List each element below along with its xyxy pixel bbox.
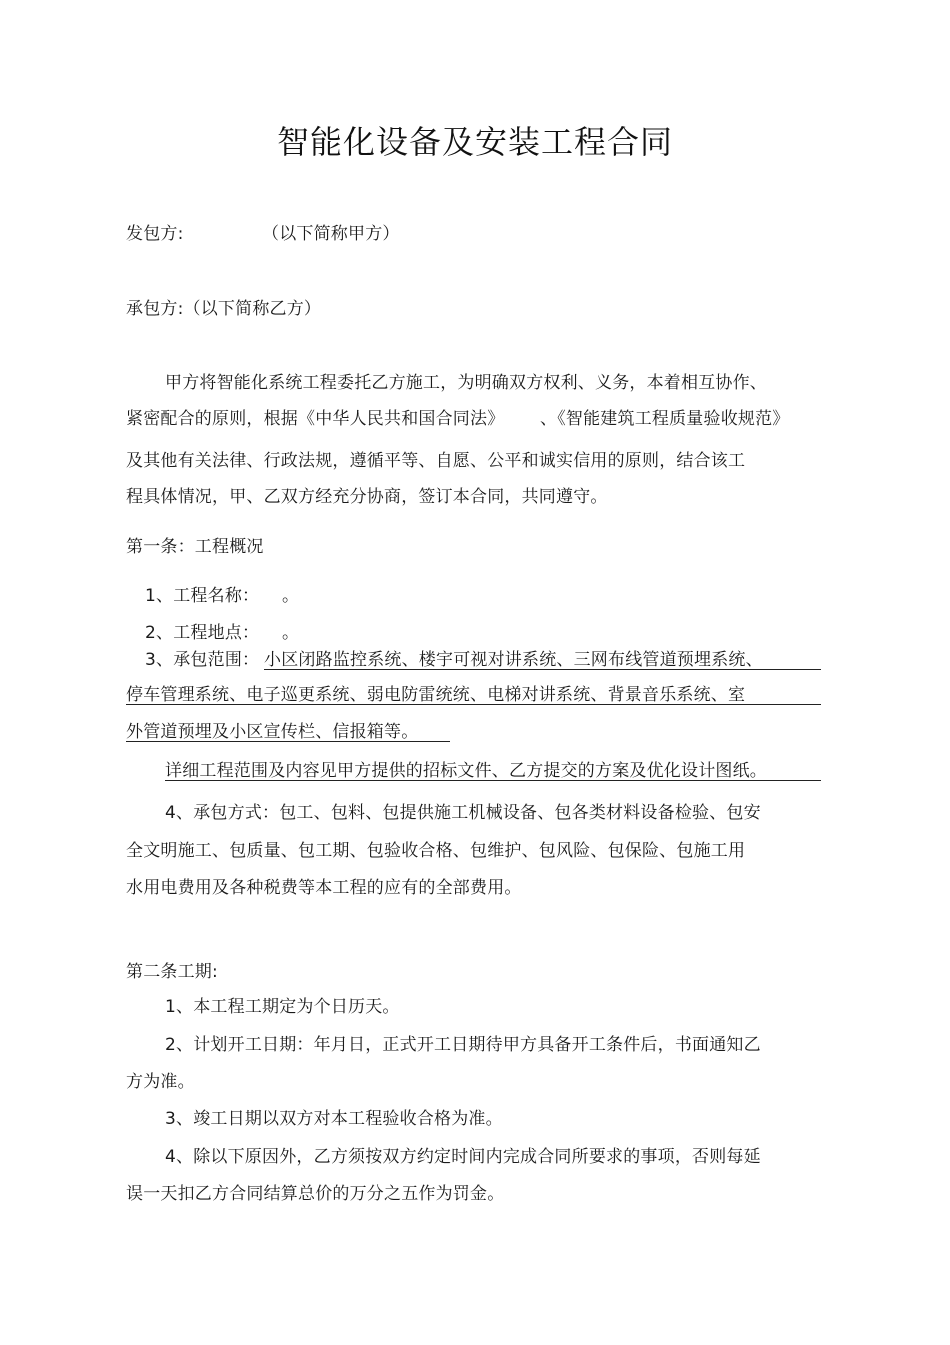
scope-label: 3、承包范围： (145, 650, 260, 670)
scope-underline-2 (126, 704, 821, 705)
project-name-label: 1、工程名称： (145, 586, 260, 606)
scope-line-1: 小区闭路监控系统、楼宇可视对讲系统、三网布线管道预埋系统、 (264, 650, 763, 670)
preamble-line-2a: 紧密配合的原则，根据《中华人民共和国合同法》 (126, 409, 505, 429)
preamble-line-4: 程具体情况，甲、乙双方经充分协商，签订本合同，共同遵守。 (126, 487, 608, 507)
contractor-label: 承包方:（以下简称乙方） (126, 299, 322, 319)
project-location-end: 。 (282, 623, 300, 643)
start-date-line-1: 2、计划开工日期：年月日，正式开工日期待甲方具备开工条件后，书面通知乙 (165, 1035, 761, 1055)
preamble-line-3: 及其他有关法律、行政法规，遵循平等、自愿、公平和诚实信用的原则，结合该工 (126, 451, 746, 471)
penalty-line-1: 4、除以下原因外，乙方须按双方约定时间内完成合同所要求的事项，否则每延 (165, 1147, 761, 1167)
employer-note: （以下简称甲方） (262, 224, 400, 244)
penalty-line-2: 误一天扣乙方合同结算总价的万分之五作为罚金。 (126, 1184, 505, 1204)
scope-line-3: 外管道预埋及小区宣传栏、信报箱等。 (126, 722, 419, 742)
project-name-end: 。 (282, 586, 300, 606)
employer-label: 发包方: (126, 224, 184, 244)
project-location-label: 2、工程地点： (145, 623, 260, 643)
preamble-line-1: 甲方将智能化系统工程委托乙方施工，为明确双方权利、义务，本着相互协作、 (165, 373, 767, 393)
scope-detail-underline (165, 780, 821, 781)
preamble-line-2b: 、《智能建筑工程质量验收规范》 (540, 409, 790, 429)
scope-underline-1 (264, 669, 821, 670)
article1-heading: 第一条：工程概况 (126, 537, 264, 557)
duration-item: 1、本工程工期定为个日历天。 (165, 997, 400, 1017)
scope-detail: 详细工程范围及内容见甲方提供的招标文件、乙方提交的方案及优化设计图纸。 (165, 761, 767, 781)
contract-method-line-2: 全文明施工、包质量、包工期、包验收合格、包维护、包风险、包保险、包施工用 (126, 841, 746, 861)
scope-underline-3 (126, 741, 450, 742)
contract-title: 智能化设备及安装工程合同 (276, 123, 673, 161)
contract-method-line-3: 水用电费用及各种税费等本工程的应有的全部费用。 (126, 878, 522, 898)
contract-method-line-1: 4、承包方式：包工、包料、包提供施工机械设备、包各类材料设备检验、包安 (165, 803, 761, 823)
completion-date-item: 3、竣工日期以双方对本工程验收合格为准。 (165, 1109, 503, 1129)
start-date-line-2: 方为准。 (126, 1072, 195, 1092)
article2-heading: 第二条工期: (126, 962, 218, 982)
scope-line-2: 停车管理系统、电子巡更系统、弱电防雷统统、电梯对讲系统、背景音乐系统、室 (126, 685, 746, 705)
